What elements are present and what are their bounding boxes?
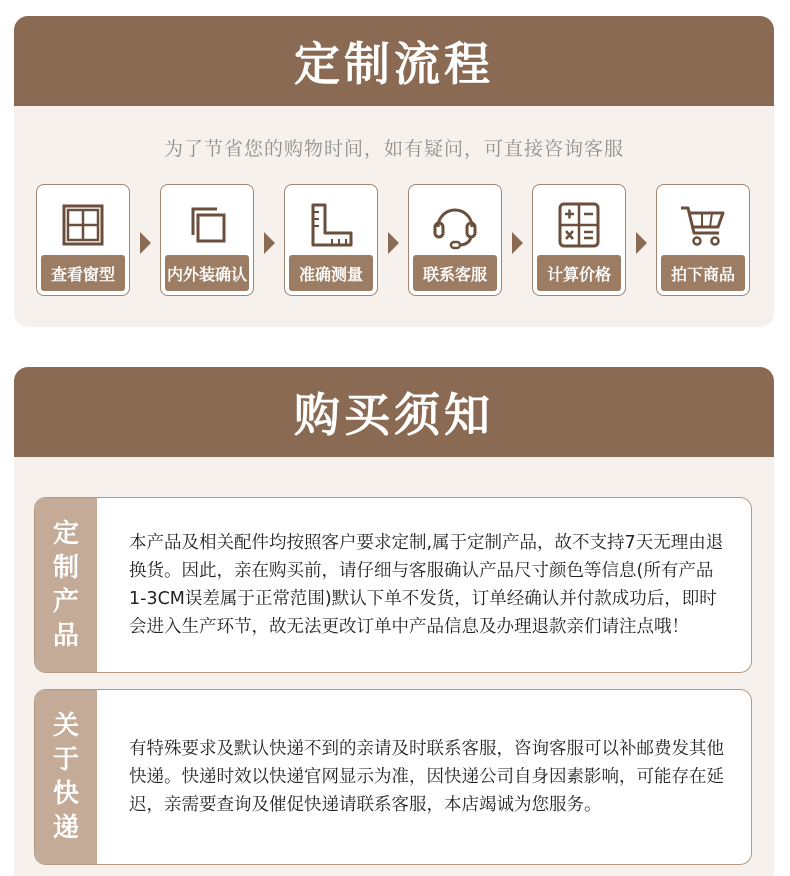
card-body-text: 本产品及相关配件均按照客户要求定制,属于定制产品，故不支持7天无理由退换货。因此，亲在购买前，请仔细与客服确认产品尺寸颜色等信息(所有产品1-3CM误差属于正常范围)默认下单不发货，订单经确认并付款成功后，即时会进入生产环节，故无法更改订单中产品信息及办理退款亲们请注点哦！ — [129, 533, 724, 637]
step-calc-price — [532, 184, 626, 296]
headset-icon — [409, 199, 501, 251]
step-label: 内外装确认 — [165, 255, 249, 291]
arrow-icon — [264, 232, 275, 254]
step-place-order — [656, 184, 750, 296]
step-label: 拍下商品 — [661, 255, 745, 291]
process-subtitle: 为了节省您的购物时间，如有疑问，可直接咨询客服 — [163, 138, 624, 160]
notice-panel — [14, 367, 774, 876]
ruler-icon — [285, 199, 377, 251]
card-body-text: 有特殊要求及默认快递不到的亲请及时联系客服，咨询客服可以补邮费发其他快递。快递时效以快递官网显示为准，因快递公司自身因素影响，可能存在延迟，亲需要查询及催促快递请联系客服，本店竭诚为您服务。 — [129, 739, 724, 815]
step-measure — [284, 184, 378, 296]
card-side-text: 关于快递 — [52, 711, 79, 843]
arrow-icon — [388, 232, 399, 254]
step-label: 查看窗型 — [41, 255, 125, 291]
step-view-window — [36, 184, 130, 296]
notice-title: 购买须知 — [14, 367, 774, 457]
arrow-icon — [140, 232, 151, 254]
notice-card-custom-product — [34, 497, 752, 673]
step-label: 准确测量 — [289, 255, 373, 291]
process-steps — [36, 184, 752, 298]
step-label: 计算价格 — [537, 255, 621, 291]
window-icon — [37, 199, 129, 251]
calculator-icon — [533, 199, 625, 251]
process-title: 定制流程 — [14, 16, 774, 106]
cart-icon — [657, 199, 749, 251]
notice-card-shipping — [34, 689, 752, 865]
copy-squares-icon — [161, 199, 253, 251]
card-side-text: 定制产品 — [52, 519, 79, 651]
step-contact-service — [408, 184, 502, 296]
arrow-icon — [512, 232, 523, 254]
step-confirm-install — [160, 184, 254, 296]
process-panel — [14, 16, 774, 327]
card-side-label — [35, 498, 97, 672]
arrow-icon — [636, 232, 647, 254]
card-side-label — [35, 690, 97, 864]
step-label: 联系客服 — [413, 255, 497, 291]
